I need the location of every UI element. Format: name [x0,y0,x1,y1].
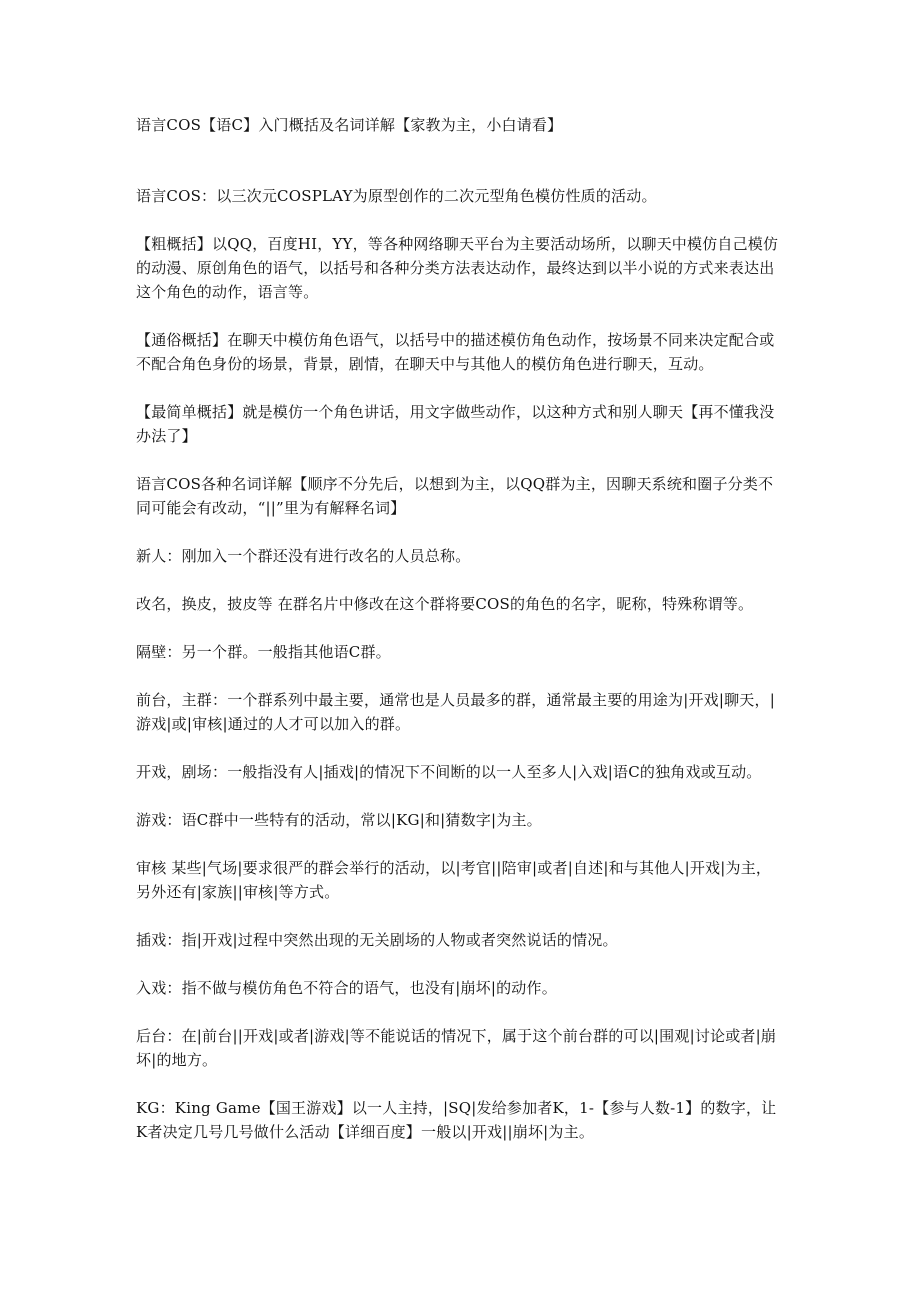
document-page [136,113,786,1168]
document-title: 语言COS【语C】入门概括及名词详解【家教为主，小白请看】 [136,116,563,134]
document-body [136,184,786,1144]
glossary-term-rename: 改名，换皮，披皮等 在群名片中修改在这个群将要COS的角色的名字，昵称，特殊称谓等。 [136,595,754,613]
glossary-term-game: 游戏：语C群中一些特有的活动，常以|KG|和|猜数字|为主。 [136,811,542,829]
glossary-term-open-play: 开戏，剧场：一般指没有人|插戏|的情况下不间断的以一人至多人|入戏|语C的独角戏或互动。 [136,763,762,781]
paragraph-definition: 语言COS：以三次元COSPLAY为原型创作的二次元型角色模仿性质的活动。 [136,187,657,205]
glossary-term-front-stage: 前台，主群：一个群系列中最主要，通常也是人员最多的群，通常最主要的用途为|开戏|聊天，|游戏|或|审核|通过的人才可以加入的群。 [136,691,775,733]
glossary-term-next-door: 隔壁：另一个群。一般指其他语C群。 [136,643,391,661]
paragraph-simplest-summary: 【最简单概括】就是模仿一个角色讲话，用文字做些动作，以这种方式和别人聊天【再不懂我没办法了】 [136,403,775,445]
glossary-term-interrupt: 插戏：指|开戏|过程中突然出现的无关剧场的人物或者突然说话的情况。 [136,931,618,949]
paragraph-glossary-intro: 语言COS各种名词详解【顺序不分先后，以想到为主，以QQ群为主，因聊天系统和圈子分类不同可能会有改动，“||”里为有解释名词】 [136,475,774,517]
glossary-term-backstage: 后台：在|前台||开戏|或者|游戏|等不能说话的情况下，属于这个前台群的可以|围观|讨论或者|崩坏|的地方。 [136,1027,777,1069]
glossary-term-review: 审核 某些|气场|要求很严的群会举行的活动，以|考官||陪审|或者|自述|和与其他人|开戏|为主，另外还有|家族||审核|等方式。 [136,859,772,901]
paragraph-rough-summary: 【粗概括】以QQ，百度HI，YY，等各种网络聊天平台为主要活动场所，以聊天中模仿自己模仿的动漫、原创角色的语气，以括号和各种分类方法表达动作，最终达到以半小说的方式来表达出这个角色的动作，语言等。 [136,235,779,301]
paragraph-plain-summary: 【通俗概括】在聊天中模仿角色语气，以括号中的描述模仿角色动作，按场景不同来决定配合或不配合角色身份的场景，背景，剧情，在聊天中与其他人的模仿角色进行聊天，互动。 [136,331,775,373]
glossary-term-kg: KG：King Game【国王游戏】以一人主持，|SQ|发给参加者K，1-【参与人数-1】的数字，让K者决定几号几号做什么活动【详细百度】一般以|开戏||崩坏|为主。 [136,1099,777,1141]
glossary-term-newcomer: 新人：刚加入一个群还没有进行改名的人员总称。 [136,547,471,565]
glossary-term-in-character: 入戏：指不做与模仿角色不符合的语气，也没有|崩坏|的动作。 [136,979,557,997]
